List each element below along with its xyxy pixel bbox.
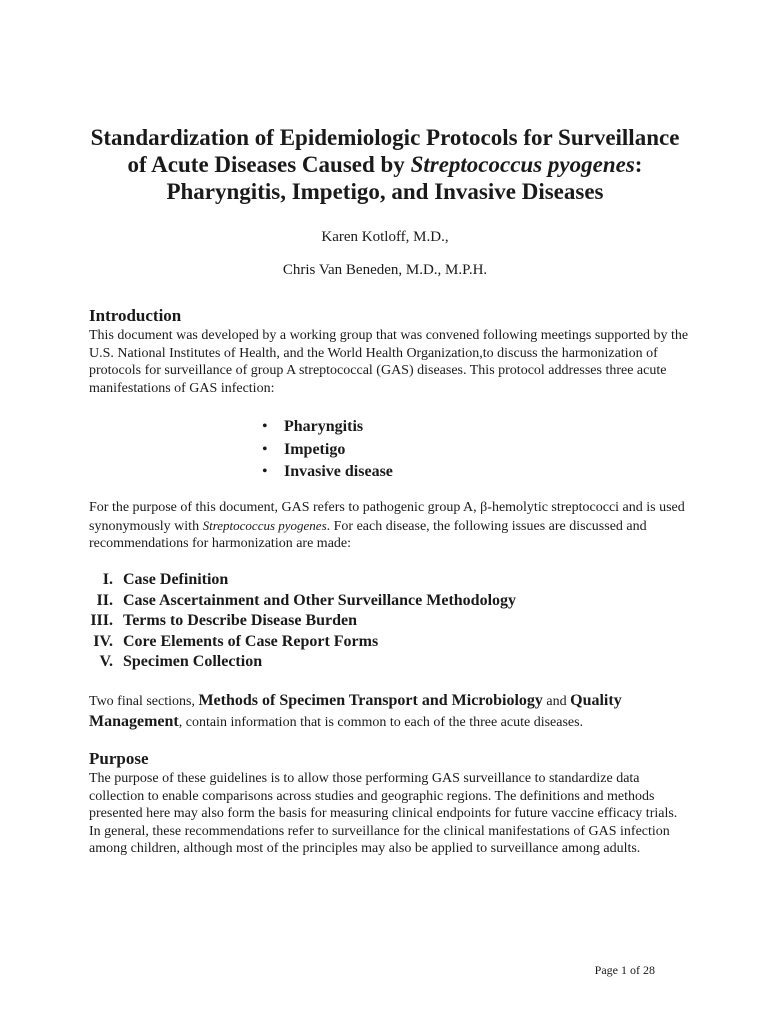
section-list [80,570,516,673]
para2-text-a: For the purpose of this document, GAS refers to pathogenic group A, β-hemolytic streptococci and is used synonymously with [89,500,685,534]
title-line-3: Pharyngitis, Impetigo, and Invasive Diseases [166,179,604,204]
author-1: Karen Kotloff, M.D., [321,229,449,245]
bullet-icon: • [262,418,268,435]
section-item [80,570,516,591]
para2-organism-name: Streptococcus pyogenes [202,517,327,533]
section-number: I. [102,571,113,588]
section-item [80,591,516,612]
purpose-heading: Purpose [89,749,149,768]
introduction-paragraph-2 [89,499,689,553]
para3-text-a: Two final sections, [89,694,199,709]
section-number: II. [96,591,113,609]
title-colon: : [634,152,643,177]
bullet-icon: • [262,463,268,480]
introduction-paragraph-1: This document was developed by a working group that was convened following meetings supported by the U.S. National Institutes of Health, and the World Health Organization,to discuss the harmonization of protocols for surveillance of group A streptococcal (GAS) diseases. This protocol addresses three acute manifestations of GAS infection: [89,328,689,396]
section-label: Core Elements of Case Report Forms [123,632,379,650]
para3-section-transport: Methods of Specimen Transport and Microbiology [198,692,543,709]
title-line-2 [60,151,710,178]
section-label: Case Definition [123,571,229,588]
section-label: Specimen Collection [123,653,263,670]
title-line-2-prefix: of Acute Diseases Caused by [127,152,411,177]
bullet-item [262,439,393,462]
para2-text-b: . For each disease, the following issues are discussed and recommendations for harmonization are made: [89,518,647,551]
bullet-item [262,461,393,484]
section-item [80,632,516,653]
bullet-label: Invasive disease [284,463,393,480]
author-2: Chris Van Beneden, M.D., M.P.H. [282,262,488,278]
section-number: III. [90,612,113,629]
section-item [80,652,516,673]
para3-text-d: , contain information that is common to each of the three acute diseases. [178,715,584,730]
introduction-paragraph-3 [89,691,689,733]
introduction-heading: Introduction [89,306,182,325]
purpose-paragraph: The purpose of these guidelines is to allow those performing GAS surveillance to standardize data collection to enable comparisons across studies and geographic regions. The definitions and methods presented here may also form the basis for measuring clinical endpoints for future vaccine efficacy trials. In general, these recommendations refer to surveillance for the clinical manifestations of GAS infection among children, although most of the principles may also be applied to surveillance among adults. [89,771,678,856]
section-item [80,611,516,632]
disease-bullet-list [262,416,393,484]
bullet-label: Pharyngitis [284,418,364,435]
section-label: Terms to Describe Disease Burden [123,612,358,629]
section-number: IV. [93,632,113,650]
para3-section-quality: Quality Management [89,692,622,730]
title-line-1: Standardization of Epidemiologic Protocols for Surveillance [90,125,680,150]
title-organism-name: Streptococcus pyogenes [410,152,635,177]
bullet-item [262,416,393,439]
bullet-icon: • [262,440,268,458]
para3-text-c: and [542,694,571,709]
page-number: Page 1 of 28 [594,963,655,977]
section-label: Case Ascertainment and Other Surveillance Methodology [123,591,517,609]
bullet-label: Impetigo [284,440,346,458]
section-number: V. [99,653,113,670]
document-title [60,124,710,205]
